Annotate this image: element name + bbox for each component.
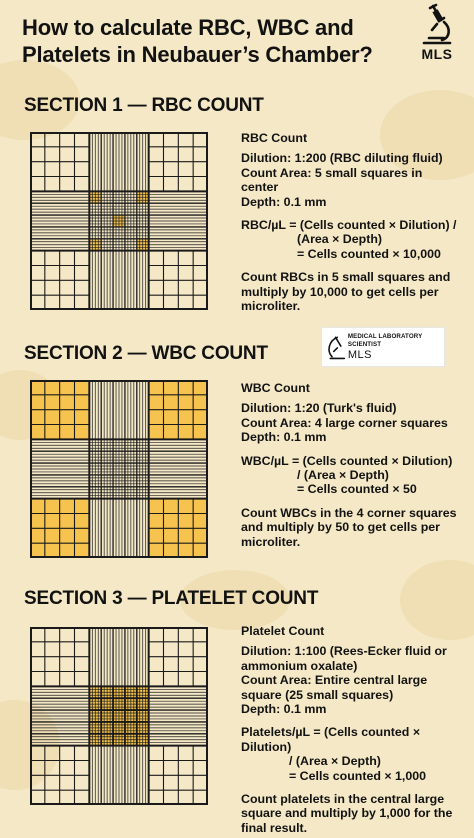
info-formula: RBC/µL = (Cells counted × Dilution) / bbox=[241, 218, 457, 233]
info-note: multiply by 10,000 to get cells per bbox=[241, 284, 439, 299]
title-line: How to calculate RBC, WBC and bbox=[22, 15, 354, 40]
platelet-chamber-grid bbox=[30, 627, 208, 805]
info-formula: WBC/µL = (Cells counted × Dilution) bbox=[241, 453, 453, 468]
info-subtitle: Platelet Count bbox=[241, 624, 325, 638]
rbc-chamber-grid bbox=[30, 132, 208, 310]
section-heading: SECTION 3 — PLATELET COUNT bbox=[24, 588, 319, 609]
watermark-line: MLS bbox=[347, 349, 372, 361]
watermark-line: MEDICAL LABORATORY SCIENTIST bbox=[347, 333, 423, 348]
info-formula: = Cells counted × 1,000 bbox=[289, 768, 427, 783]
info-depth: Depth: 0.1 mm bbox=[241, 194, 327, 209]
rbc-info bbox=[241, 131, 469, 313]
info-note: Count WBCs in the 4 corner squares bbox=[241, 505, 457, 520]
wbc-info bbox=[241, 381, 469, 549]
info-subtitle: RBC Count bbox=[241, 131, 308, 145]
wbc-chamber-grid bbox=[30, 380, 208, 558]
info-subtitle: WBC Count bbox=[241, 381, 310, 395]
info-formula: / (Area × Depth) bbox=[297, 468, 389, 483]
info-note: Count platelets in the central large bbox=[241, 792, 445, 807]
info-formula: Platelets/µL = (Cells counted × Dilution) bbox=[241, 725, 421, 754]
microscope-icon bbox=[420, 2, 454, 48]
info-note: Count RBCs in 5 small squares and bbox=[241, 270, 451, 285]
info-area: center bbox=[241, 180, 279, 195]
watermark-logo bbox=[322, 328, 444, 366]
title-line: Platelets in Neubauer’s Chamber? bbox=[22, 42, 373, 67]
info-note: final result. bbox=[241, 820, 308, 835]
info-formula: = Cells counted × 50 bbox=[297, 482, 417, 497]
info-dilution: Dilution: 1:20 (Turk's fluid) bbox=[241, 401, 397, 416]
info-area: Count Area: 5 small squares in bbox=[241, 165, 423, 180]
page-title bbox=[22, 14, 402, 68]
info-formula: = Cells counted × 10,000 bbox=[297, 246, 441, 261]
info-note: microliter. bbox=[241, 299, 301, 314]
info-note: square and multiply by 1,000 for the bbox=[241, 806, 453, 821]
platelet-info bbox=[241, 624, 469, 835]
info-dilution: ammonium oxalate) bbox=[241, 658, 358, 673]
info-depth: Depth: 0.1 mm bbox=[241, 702, 327, 717]
mls-logo bbox=[412, 2, 462, 68]
info-note: microliter. bbox=[241, 534, 301, 549]
section-heading: SECTION 2 — WBC COUNT bbox=[24, 343, 268, 364]
info-dilution: Dilution: 1:100 (Rees-Ecker fluid or bbox=[241, 644, 447, 659]
info-area: Count Area: Entire central large bbox=[241, 673, 428, 688]
info-formula: (Area × Depth) bbox=[297, 232, 383, 247]
info-dilution: Dilution: 1:200 (RBC diluting fluid) bbox=[241, 151, 443, 166]
info-depth: Depth: 0.1 mm bbox=[241, 430, 327, 445]
info-area: Count Area: 4 large corner squares bbox=[241, 415, 448, 430]
logo-text: MLS bbox=[421, 46, 453, 62]
info-note: and multiply by 50 to get cells per bbox=[241, 520, 440, 535]
microscope-icon bbox=[325, 330, 348, 364]
section-heading: SECTION 1 — RBC COUNT bbox=[24, 95, 264, 116]
info-area: square (25 small squares) bbox=[241, 687, 394, 702]
info-formula: / (Area × Depth) bbox=[289, 754, 381, 769]
